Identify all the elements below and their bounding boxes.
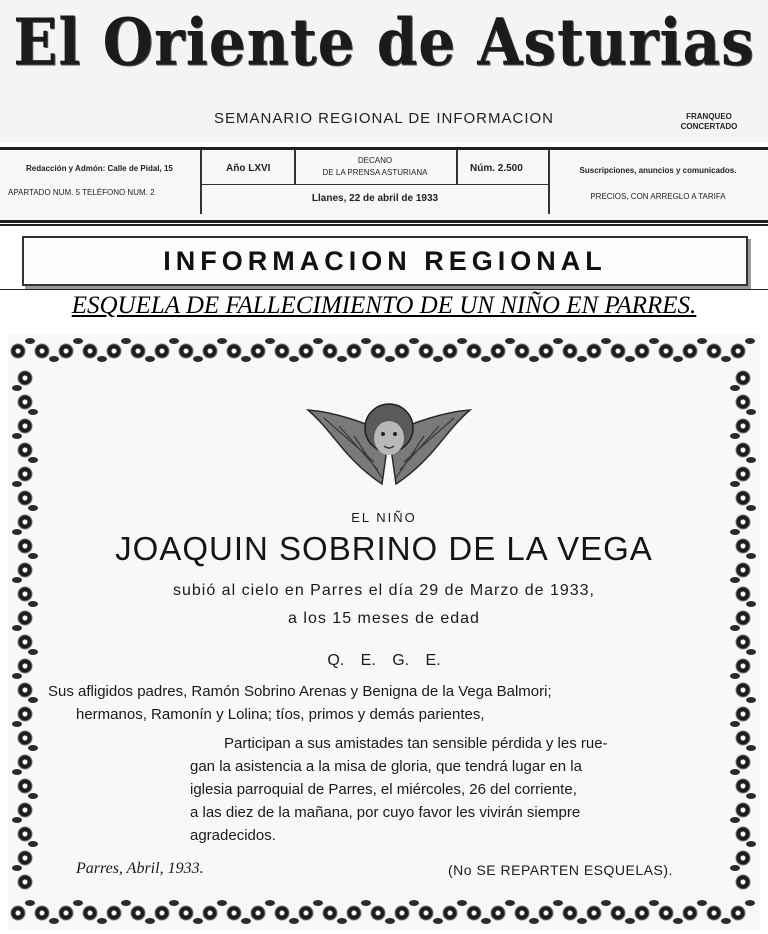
divider — [456, 150, 458, 184]
border-leaf — [673, 918, 683, 924]
border-flower — [10, 905, 26, 921]
divider — [548, 150, 550, 214]
border-leaf — [241, 918, 251, 924]
border-leaf — [25, 338, 35, 344]
border-leaf — [385, 918, 395, 924]
border-flower — [735, 874, 751, 890]
border-leaf — [193, 918, 203, 924]
border-leaf — [625, 356, 635, 362]
apartado-telefono: APARTADO NUM. 5 TELÉFONO NUM. 2 — [8, 188, 155, 197]
border-leaf — [97, 356, 107, 362]
border-flower — [106, 905, 122, 921]
death-notice — [8, 334, 760, 930]
border-leaf — [28, 409, 38, 415]
border-leaf — [553, 900, 563, 906]
border-leaf — [481, 918, 491, 924]
border-leaf — [385, 356, 395, 362]
border-leaf — [49, 356, 59, 362]
border-flower — [538, 905, 554, 921]
border-leaf — [721, 918, 731, 924]
border-leaf — [553, 338, 563, 344]
border-leaf — [145, 918, 155, 924]
border-flower — [706, 343, 722, 359]
border-leaf — [361, 338, 371, 344]
border-flower — [610, 343, 626, 359]
border-leaf — [481, 356, 491, 362]
headline-rule — [0, 289, 768, 290]
familia-line: Sus afligidos padres, Ramón Sobrino Arenas y Benigna de la Vega Balmori; — [48, 683, 552, 700]
border-leaf — [28, 745, 38, 751]
border-leaf — [505, 338, 515, 344]
border-flower — [17, 778, 33, 794]
border-leaf — [730, 385, 740, 391]
border-leaf — [12, 673, 22, 679]
border-flower — [17, 682, 33, 698]
border-leaf — [49, 918, 59, 924]
border-leaf — [409, 338, 419, 344]
border-flower — [370, 905, 386, 921]
border-flower — [17, 754, 33, 770]
border-leaf — [746, 601, 756, 607]
border-flower — [250, 343, 266, 359]
border-flower — [250, 905, 266, 921]
border-leaf — [241, 356, 251, 362]
border-flower — [226, 343, 242, 359]
border-flower — [735, 826, 751, 842]
border-leaf — [730, 433, 740, 439]
border-flower — [634, 343, 650, 359]
border-leaf — [746, 745, 756, 751]
border-flower — [34, 343, 50, 359]
border-leaf — [649, 338, 659, 344]
border-flower — [418, 905, 434, 921]
participan-line: Participan a sus amistades tan sensible pérdida y les rue- — [224, 735, 608, 752]
franqueo-line1: FRANQUEO — [686, 112, 732, 121]
border-flower — [735, 442, 751, 458]
border-leaf — [313, 900, 323, 906]
border-flower — [154, 905, 170, 921]
border-leaf — [577, 918, 587, 924]
border-flower — [322, 343, 338, 359]
border-flower — [154, 343, 170, 359]
notice-qege: Q. E. G. E. — [327, 652, 441, 669]
franqueo-line2: CONCERTADO — [680, 122, 738, 131]
decano-line1: DECANO — [357, 156, 393, 165]
border-flower — [735, 802, 751, 818]
border-flower — [346, 905, 362, 921]
border-flower — [106, 343, 122, 359]
border-flower — [298, 343, 314, 359]
border-flower — [514, 343, 530, 359]
border-flower — [58, 343, 74, 359]
border-flower — [17, 442, 33, 458]
border-leaf — [577, 356, 587, 362]
border-flower — [490, 343, 506, 359]
border-flower — [17, 802, 33, 818]
border-leaf — [746, 841, 756, 847]
border-flower — [682, 343, 698, 359]
border-leaf — [169, 900, 179, 906]
border-leaf — [730, 817, 740, 823]
border-leaf — [433, 356, 443, 362]
border-flower — [735, 706, 751, 722]
border-leaf — [433, 918, 443, 924]
border-flower — [17, 394, 33, 410]
border-leaf — [73, 900, 83, 906]
border-flower — [394, 343, 410, 359]
newspaper-subtitle: SEMANARIO REGIONAL DE INFORMACION — [214, 110, 554, 127]
cherub-illustration — [304, 392, 474, 492]
border-leaf — [745, 338, 755, 344]
border-flower — [202, 343, 218, 359]
border-flower — [735, 730, 751, 746]
border-flower — [735, 394, 751, 410]
decano-line2: DE LA PRENSA ASTURIANA — [322, 168, 428, 177]
border-leaf — [12, 433, 22, 439]
newspaper-title: El Oriente de Asturias — [13, 4, 755, 81]
border-leaf — [265, 338, 275, 344]
border-flower — [735, 418, 751, 434]
border-leaf — [12, 865, 22, 871]
border-flower — [394, 905, 410, 921]
border-flower — [735, 634, 751, 650]
masthead — [0, 0, 768, 142]
border-leaf — [12, 385, 22, 391]
border-flower — [466, 905, 482, 921]
border-leaf — [730, 865, 740, 871]
border-leaf — [25, 900, 35, 906]
floral-border-bottom — [8, 896, 760, 930]
border-flower — [10, 343, 26, 359]
border-leaf — [673, 356, 683, 362]
border-flower — [17, 874, 33, 890]
border-flower — [562, 905, 578, 921]
border-flower — [17, 418, 33, 434]
border-flower — [17, 706, 33, 722]
divider — [202, 184, 548, 185]
border-leaf — [265, 900, 275, 906]
border-flower — [730, 343, 746, 359]
border-flower — [586, 343, 602, 359]
article-headline: ESQUELA DE FALLECIMIENTO DE UN NIÑO EN PARRES. — [71, 292, 697, 319]
border-leaf — [529, 918, 539, 924]
border-flower — [610, 905, 626, 921]
border-leaf — [28, 601, 38, 607]
border-leaf — [457, 900, 467, 906]
border-leaf — [601, 900, 611, 906]
border-flower — [735, 754, 751, 770]
border-leaf — [505, 900, 515, 906]
participan-line: gan la asistencia a la misa de gloria, que tendrá lugar en la — [190, 758, 582, 775]
border-leaf — [625, 918, 635, 924]
border-flower — [82, 905, 98, 921]
border-leaf — [529, 356, 539, 362]
border-leaf — [289, 356, 299, 362]
border-flower — [226, 905, 242, 921]
border-leaf — [649, 900, 659, 906]
border-leaf — [745, 900, 755, 906]
border-leaf — [121, 338, 131, 344]
precios-note: PRECIOS, CON ARREGLO A TARIFA — [590, 192, 726, 201]
border-leaf — [721, 356, 731, 362]
border-flower — [442, 905, 458, 921]
familia-line: hermanos, Ramonín y Lolina; tíos, primos y demás parientes, — [76, 706, 485, 723]
border-leaf — [337, 918, 347, 924]
border-flower — [735, 490, 751, 506]
border-flower — [658, 905, 674, 921]
floral-border-top — [8, 334, 760, 368]
border-leaf — [145, 356, 155, 362]
issue-number: Núm. 2.500 — [470, 163, 523, 174]
border-flower — [442, 343, 458, 359]
notice-line-death: subió al cielo en Parres el día 29 de Marzo de 1933, — [172, 582, 595, 599]
border-leaf — [409, 900, 419, 906]
section-rule — [0, 224, 768, 226]
border-leaf — [361, 900, 371, 906]
border-flower — [538, 343, 554, 359]
border-flower — [706, 905, 722, 921]
border-flower — [178, 343, 194, 359]
issue-info-bar — [0, 147, 768, 223]
border-leaf — [28, 841, 38, 847]
border-flower — [466, 343, 482, 359]
border-flower — [418, 343, 434, 359]
border-flower — [17, 850, 33, 866]
divider — [200, 150, 202, 214]
border-leaf — [289, 918, 299, 924]
border-flower — [298, 905, 314, 921]
border-flower — [586, 905, 602, 921]
notice-place-date: Parres, Abril, 1933. — [76, 860, 204, 877]
border-leaf — [12, 721, 22, 727]
border-flower — [346, 343, 362, 359]
border-flower — [17, 490, 33, 506]
section-banner — [22, 236, 748, 286]
notice-el-nino: EL NIÑO — [351, 510, 417, 525]
border-leaf — [746, 793, 756, 799]
border-leaf — [746, 697, 756, 703]
border-leaf — [12, 769, 22, 775]
border-leaf — [73, 338, 83, 344]
notice-line-age: a los 15 meses de edad — [288, 610, 480, 627]
border-leaf — [28, 793, 38, 799]
border-leaf — [97, 918, 107, 924]
issue-date: Llanes, 22 de abril de 1933 — [311, 193, 439, 204]
border-leaf — [193, 356, 203, 362]
border-flower — [514, 905, 530, 921]
border-flower — [17, 826, 33, 842]
border-leaf — [457, 338, 467, 344]
border-leaf — [12, 817, 22, 823]
border-leaf — [337, 356, 347, 362]
border-flower — [370, 343, 386, 359]
border-leaf — [217, 338, 227, 344]
border-leaf — [12, 481, 22, 487]
floral-border-left — [8, 368, 42, 896]
border-flower — [658, 343, 674, 359]
border-flower — [730, 905, 746, 921]
border-flower — [82, 343, 98, 359]
franqueo-note — [664, 112, 754, 132]
border-flower — [17, 370, 33, 386]
notice-no-esquelas: (No SE REPARTEN ESQUELAS). — [448, 862, 673, 878]
border-leaf — [28, 697, 38, 703]
border-flower — [17, 634, 33, 650]
border-flower — [130, 905, 146, 921]
section-title: INFORMACION REGIONAL — [163, 246, 607, 276]
border-flower — [490, 905, 506, 921]
border-leaf — [730, 481, 740, 487]
suscripciones-note: Suscripciones, anuncios y comunicados. — [579, 166, 737, 175]
border-leaf — [746, 409, 756, 415]
border-leaf — [730, 721, 740, 727]
border-flower — [130, 343, 146, 359]
border-flower — [682, 905, 698, 921]
border-leaf — [746, 457, 756, 463]
deceased-name: JOAQUIN SOBRINO DE LA VEGA — [115, 530, 653, 567]
border-leaf — [28, 457, 38, 463]
border-flower — [274, 905, 290, 921]
border-flower — [322, 905, 338, 921]
border-leaf — [121, 900, 131, 906]
border-leaf — [730, 769, 740, 775]
border-flower — [178, 905, 194, 921]
border-flower — [735, 370, 751, 386]
border-leaf — [730, 673, 740, 679]
border-flower — [735, 850, 751, 866]
floral-border-right — [726, 368, 760, 896]
redaccion-address: Redacción y Admón: Calle de Pidal, 15 — [26, 164, 173, 173]
border-flower — [562, 343, 578, 359]
border-leaf — [217, 900, 227, 906]
border-flower — [735, 778, 751, 794]
border-leaf — [697, 338, 707, 344]
border-flower — [202, 905, 218, 921]
border-leaf — [169, 338, 179, 344]
border-flower — [274, 343, 290, 359]
participan-line: agradecidos. — [190, 827, 276, 844]
border-flower — [58, 905, 74, 921]
border-flower — [634, 905, 650, 921]
border-leaf — [697, 900, 707, 906]
issue-year: Año LXVI — [226, 163, 271, 174]
border-flower — [735, 682, 751, 698]
participan-line: iglesia parroquial de Parres, el miércoles, 26 del corriente, — [190, 781, 577, 798]
border-leaf — [601, 338, 611, 344]
border-flower — [735, 466, 751, 482]
border-flower — [34, 905, 50, 921]
participan-line: a las diez de la mañana, por cuyo favor les vivirán siempre — [190, 804, 581, 821]
border-flower — [17, 730, 33, 746]
border-leaf — [313, 338, 323, 344]
border-flower — [17, 466, 33, 482]
